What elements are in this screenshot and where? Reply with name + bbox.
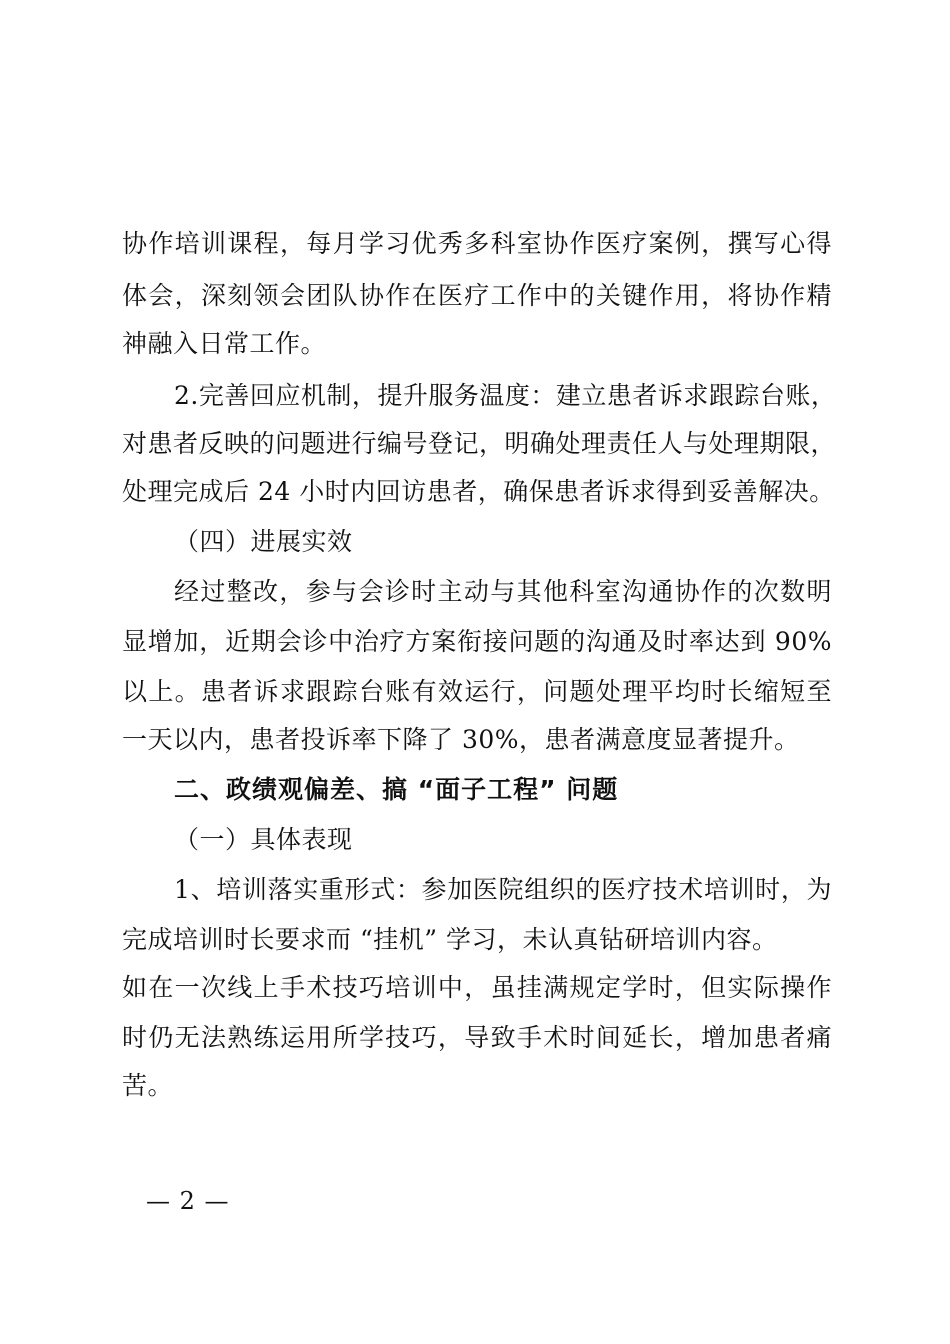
body-text-line: 以上。患者诉求跟踪台账有效运行，问题处理平均时长缩短至 (122, 677, 832, 706)
body-text-line: 经过整改，参与会诊时主动与其他科室沟通协作的次数明 (174, 577, 832, 606)
body-text-line: 处理完成后 24 小时内回访患者，确保患者诉求得到妥善解决。 (122, 477, 835, 506)
body-text-line: 1、培训落实重形式：参加医院组织的医疗技术培训时，为 (174, 875, 832, 904)
body-text-line: 体会，深刻领会团队协作在医疗工作中的关键作用，将协作精 (122, 281, 832, 310)
body-text-line: 神融入日常工作。 (122, 329, 327, 358)
body-text-line: 完成培训时长要求而 “挂机” 学习，未认真钻研培训内容。 (122, 925, 778, 954)
section-heading: 二、政绩观偏差、搞 “面子工程” 问题 (174, 775, 619, 804)
body-text-line: 一天以内，患者投诉率下降了 30%，患者满意度显著提升。 (122, 725, 800, 754)
body-text-line: 时仍无法熟练运用所学技巧，导致手术时间延长，增加患者痛 (122, 1023, 832, 1052)
body-text-line: 2.完善回应机制，提升服务温度：建立患者诉求跟踪台账， (174, 381, 837, 410)
body-text-line: 苦。 (122, 1071, 174, 1100)
body-text-line: 显增加，近期会诊中治疗方案衔接问题的沟通及时率达到 90% (122, 627, 832, 656)
body-text-line: 对患者反映的问题进行编号登记，明确处理责任人与处理期限， (122, 429, 837, 458)
subsection-heading: （一）具体表现 (174, 825, 353, 854)
body-text-line: 协作培训课程，每月学习优秀多科室协作医疗案例，撰写心得 (122, 229, 832, 258)
page-number: — 2 — (146, 1187, 230, 1215)
subsection-heading: （四）进展实效 (174, 527, 353, 556)
body-text-line: 如在一次线上手术技巧培训中，虽挂满规定学时，但实际操作 (122, 973, 832, 1002)
